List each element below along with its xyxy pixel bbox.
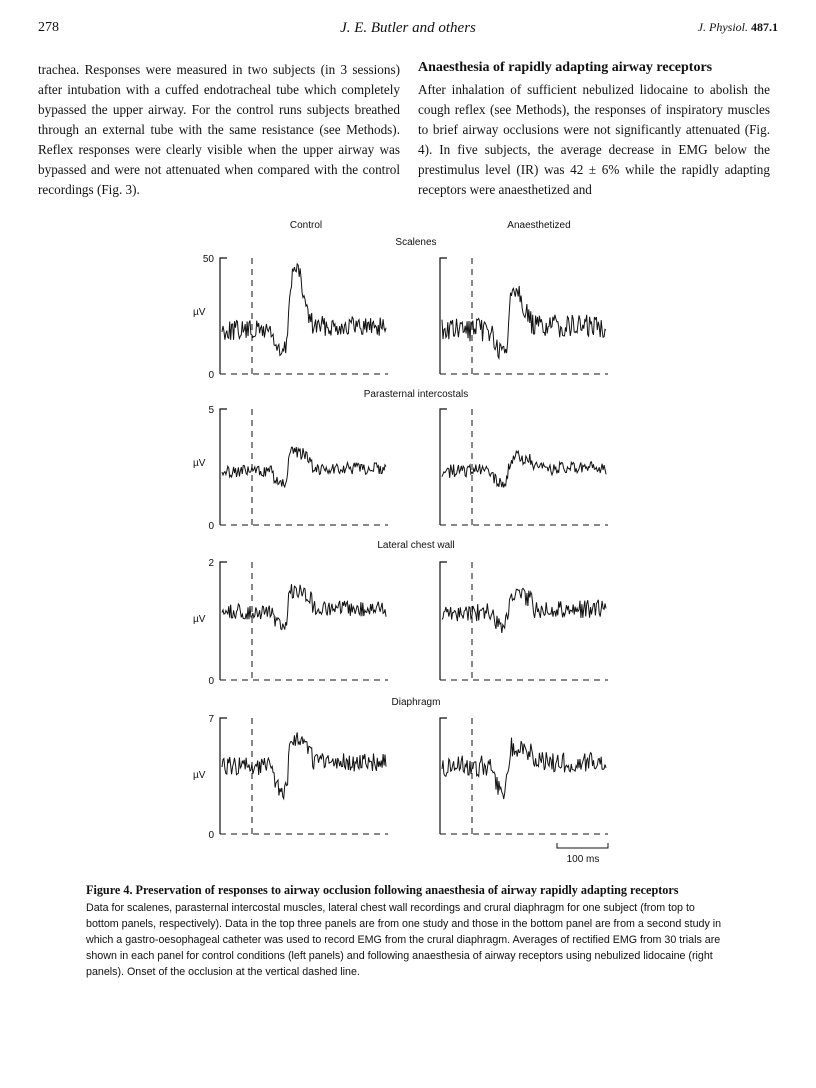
journal-volume: 487.1: [751, 20, 778, 34]
panel-title-lateral: Lateral chest wall: [377, 540, 455, 551]
ymin-label-diaphragm: 0: [208, 830, 214, 841]
ymin-label-lateral: 0: [208, 676, 214, 687]
right-column-text: After inhalation of sufficient nebulized lidocaine to abolish the cough reflex (see Methods), the responses of inspiratory muscles to brief airway occlusions were not significantly attenuated (Fig. 4). In five subjects, the average decrease in EMG below the prestimulus level (IR) was 42 ± 6% while the rapidly adapting receptors were anaesthetized and: [418, 82, 770, 197]
axis-lateral-control: [220, 562, 227, 680]
emg-trace-scalenes-control: [222, 264, 386, 356]
emg-trace-diaphragm-anaesthetized: [442, 738, 606, 799]
emg-trace-lateral-anaesthetized: [442, 588, 606, 633]
scale-bar: [557, 843, 608, 848]
panel-title-parasternal: Parasternal intercostals: [363, 389, 469, 400]
journal-name: J. Physiol.: [697, 20, 748, 34]
ymax-label-diaphragm: 7: [208, 714, 214, 725]
panel-title-diaphragm: Diaphragm: [391, 697, 441, 708]
axis-scalenes-control: [220, 258, 227, 374]
emg-trace-diaphragm-control: [222, 732, 386, 798]
ymax-label-scalenes: 50: [202, 254, 214, 265]
unit-label-parasternal: µV: [193, 458, 206, 469]
panel-title-scalenes: Scalenes: [395, 237, 437, 248]
unit-label-lateral: µV: [193, 614, 206, 625]
figure-caption: [86, 882, 730, 980]
unit-label-diaphragm: µV: [193, 770, 206, 781]
ymax-label-parasternal: 5: [208, 405, 214, 416]
axis-parasternal-control: [220, 409, 227, 525]
running-title: J. E. Butler and others: [340, 20, 476, 36]
emg-trace-lateral-control: [222, 584, 386, 629]
axis-lateral-anaesthetized: [440, 562, 447, 680]
ymax-label-lateral: 2: [208, 558, 214, 569]
section-heading: Anaesthesia of rapidly adapting airway receptors: [418, 60, 713, 75]
axis-scalenes-anaesthetized: [440, 258, 447, 374]
scale-bar-label: 100 ms: [566, 854, 600, 865]
left-column-text: trachea. Responses were measured in two subjects (in 3 sessions) after intubation with a cuffed endotracheal tube which completely bypassed the upper airway. For the control runs subjects breathed through an external tube with the same resistance (see Methods). Reflex responses were clearly visible when the upper airway was bypassed and were not attenuated when compared with the control recordings (Fig. 3).: [38, 62, 400, 197]
column-label-anaesthetized: Anaesthetized: [507, 220, 571, 231]
axis-diaphragm-control: [220, 718, 227, 834]
emg-trace-parasternal-control: [222, 447, 386, 487]
ymin-label-scalenes: 0: [208, 370, 214, 381]
column-label-control: Control: [289, 220, 323, 231]
ymin-label-parasternal: 0: [208, 521, 214, 532]
caption-title: Figure 4. Preservation of responses to airway occlusion following anaesthesia of airway rapidly adapting receptors: [86, 883, 679, 897]
page-number: 278: [38, 20, 59, 35]
caption-body: Data for scalenes, parasternal intercostal muscles, lateral chest wall recordings and crural diaphragm for one subject (from top to bottom panels, respectively). Data in the top three panels are from one study and those in the bottom panel are from a second study in which a gastro-oesophageal catheter was used to record EMG from the crural diaphragm. Averages of rectified EMG from 30 trials are shown in each panel for control conditions (left panels) and following anaesthesia of airway receptors using nebulized lidocaine (right panels). Onset of the occlusion at the vertical dashed line.: [86, 902, 722, 978]
emg-trace-parasternal-anaesthetized: [442, 451, 606, 487]
emg-trace-scalenes-anaesthetized: [442, 286, 606, 358]
axis-parasternal-anaesthetized: [440, 409, 447, 525]
unit-label-scalenes: µV: [193, 307, 206, 318]
